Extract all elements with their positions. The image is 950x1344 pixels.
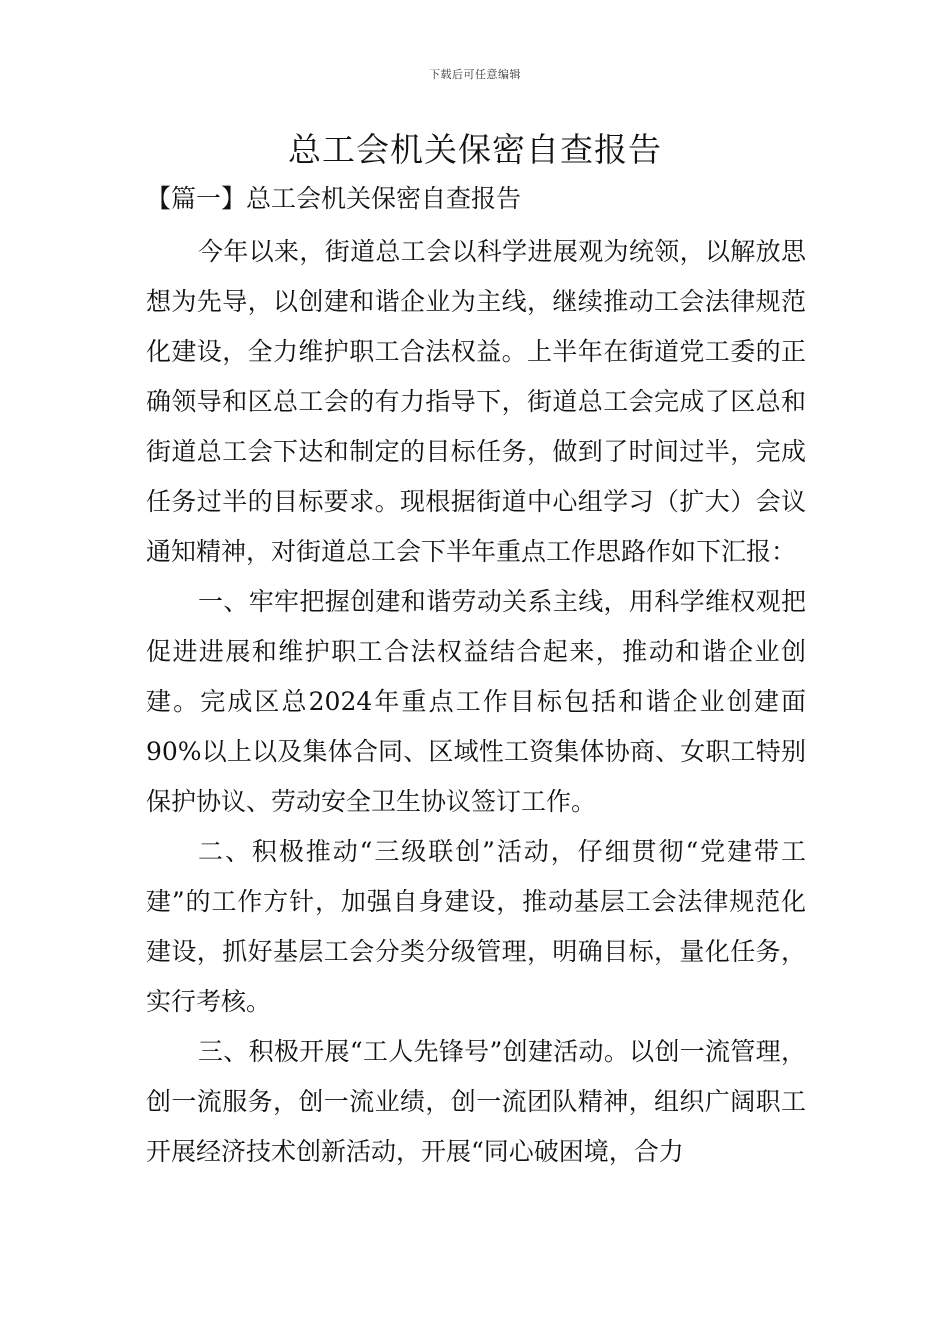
paragraph-intro: 今年以来，街道总工会以科学进展观为统领，以解放思想为先导，以创建和谐企业为主线，继续推动工会法律规范化建设，全力维护职工合法权益。上半年在街道党工委的正确领导和区总工会的有力指导下，街道总工会完成了区总和街道总工会下达和制定的目标任务，做到了时间过半，完成任务过半的目标要求。现根据街道中心组学习（扩大）会议通知精神，对街道总工会下半年重点工作思路作如下汇报： — [146, 237, 806, 566]
document-body — [146, 227, 806, 1177]
paragraph-point-one: 一、牢牢把握创建和谐劳动关系主线，用科学维权观把促进进展和维护职工合法权益结合起来，推动和谐企业创建。完成区总2024年重点工作目标包括和谐企业创建面90%以上以及集体合同、区域性工资集体协商、女职工特别保护协议、劳动安全卫生协议签订工作。 — [146, 587, 806, 816]
document-title: 总工会机关保密自查报告 — [288, 130, 662, 169]
paragraph-point-two: 二、积极推动“三级联创”活动，仔细贯彻“党建带工建”的工作方针，加强自身建设，推动基层工会法律规范化建设，抓好基层工会分类分级管理，明确目标，量化任务，实行考核。 — [146, 837, 806, 1016]
header-note: 下载后可任意编辑 — [429, 68, 521, 81]
section-heading: 【篇一】总工会机关保密自查报告 — [146, 184, 522, 213]
paragraph-point-three: 三、积极开展“工人先锋号”创建活动。以创一流管理，创一流服务，创一流业绩，创一流团队精神，组织广阔职工开展经济技术创新活动，开展“同心破困境，合力 — [146, 1037, 806, 1166]
